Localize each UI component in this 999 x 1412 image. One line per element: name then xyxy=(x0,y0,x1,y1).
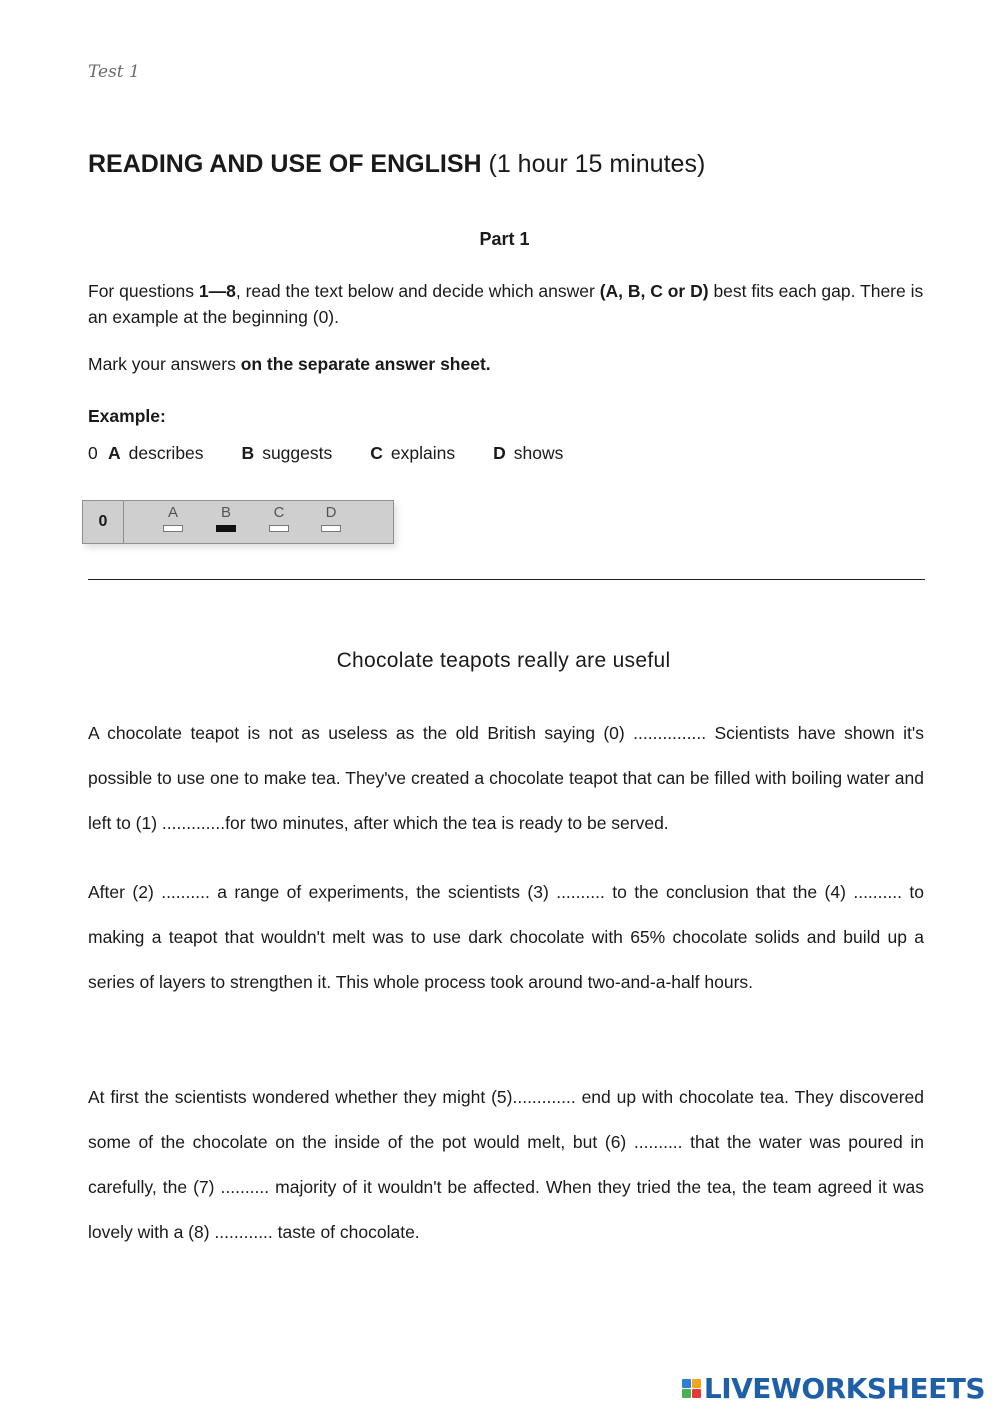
instructions-text: For questions xyxy=(88,281,199,301)
answer-letter: D xyxy=(325,504,337,521)
option-letter: C xyxy=(370,443,383,463)
answer-cell-b xyxy=(211,504,241,532)
story-paragraph-3: At first the scientists wondered whether they might (5)............. end up with chocolate tea. They discovered some of the chocolate on the inside of the pot would melt, but (6) .......... that the water was poured in carefully, the (7) .......... majority of it wouldn't be affected. When they tried the tea, the team agreed it was lovely with a (8) ............ taste of chocolate. xyxy=(88,1087,924,1242)
story-paragraph-1: A chocolate teapot is not as useless as the old British saying (0) ............... Scientists have shown it's possible to use one to make tea. They've created a chocolate teapot that can be filled with boiling water and left to (1) .............for two minutes, after which the tea is ready to be served. xyxy=(88,723,924,833)
logo-square xyxy=(692,1389,701,1398)
divider xyxy=(88,579,925,580)
example-answer-sheet xyxy=(82,500,394,544)
logo-square xyxy=(682,1389,691,1398)
answer-letter: A xyxy=(167,504,178,521)
logo-square xyxy=(682,1379,691,1388)
part-heading: Part 1 xyxy=(479,229,530,249)
example-options xyxy=(88,443,601,464)
instructions xyxy=(88,278,928,330)
instructions-text: best fits each gap. There is an example at the beginning (0). xyxy=(88,281,924,327)
section-duration: (1 hour 15 minutes) xyxy=(481,150,706,178)
example-number: 0 xyxy=(88,443,98,463)
example-option-c xyxy=(370,443,455,464)
mark-bold: on the separate answer sheet. xyxy=(240,354,491,374)
example-option-d xyxy=(493,443,563,464)
answer-options-hint: (A, B, C or D) xyxy=(599,281,709,301)
liveworksheets-text: LIVEWORKSHEETS xyxy=(703,1372,985,1405)
option-letter: D xyxy=(493,443,506,463)
answer-bubble xyxy=(163,525,183,532)
instructions-text: , read the text below and decide which answer xyxy=(235,281,600,301)
option-text: explains xyxy=(390,443,456,463)
section-title-bold: READING AND USE OF ENGLISH xyxy=(88,150,482,178)
answer-bubble xyxy=(321,525,341,532)
liveworksheets-logo xyxy=(682,1372,985,1405)
answer-cell-a xyxy=(158,504,188,532)
mark-prefix: Mark your answers xyxy=(88,354,241,374)
answer-cell-d xyxy=(316,504,346,532)
question-range: 1—8 xyxy=(198,281,236,301)
answer-letter: C xyxy=(273,504,285,521)
option-text: describes xyxy=(128,443,204,463)
answer-bubble-selected xyxy=(216,525,236,532)
answer-row-label: 0 xyxy=(83,501,124,543)
section-title xyxy=(88,150,705,179)
answer-cell-c xyxy=(264,504,294,532)
logo-square xyxy=(692,1379,701,1388)
option-letter: A xyxy=(108,443,121,463)
example-option-b xyxy=(242,443,333,464)
answer-letter: B xyxy=(220,504,231,521)
answer-bubble xyxy=(269,525,289,532)
story-title: Chocolate teapots really are useful xyxy=(336,649,671,672)
liveworksheets-icon xyxy=(682,1379,701,1398)
option-letter: B xyxy=(241,443,255,463)
test-label: Test 1 xyxy=(88,62,140,82)
option-text: shows xyxy=(513,443,564,463)
story-paragraph-2: After (2) .......... a range of experiments, the scientists (3) .......... to the conclusion that the (4) .......... to making a teapot that wouldn't melt was to use dark chocolate with 65% chocolate solids and build up a series of layers to strengthen it. This whole process took around two-and-a-half hours. xyxy=(88,882,924,992)
example-option-a xyxy=(108,443,204,464)
mark-answers-instruction xyxy=(88,354,491,375)
option-text: suggests xyxy=(262,443,333,463)
example-label: Example: xyxy=(88,406,166,426)
